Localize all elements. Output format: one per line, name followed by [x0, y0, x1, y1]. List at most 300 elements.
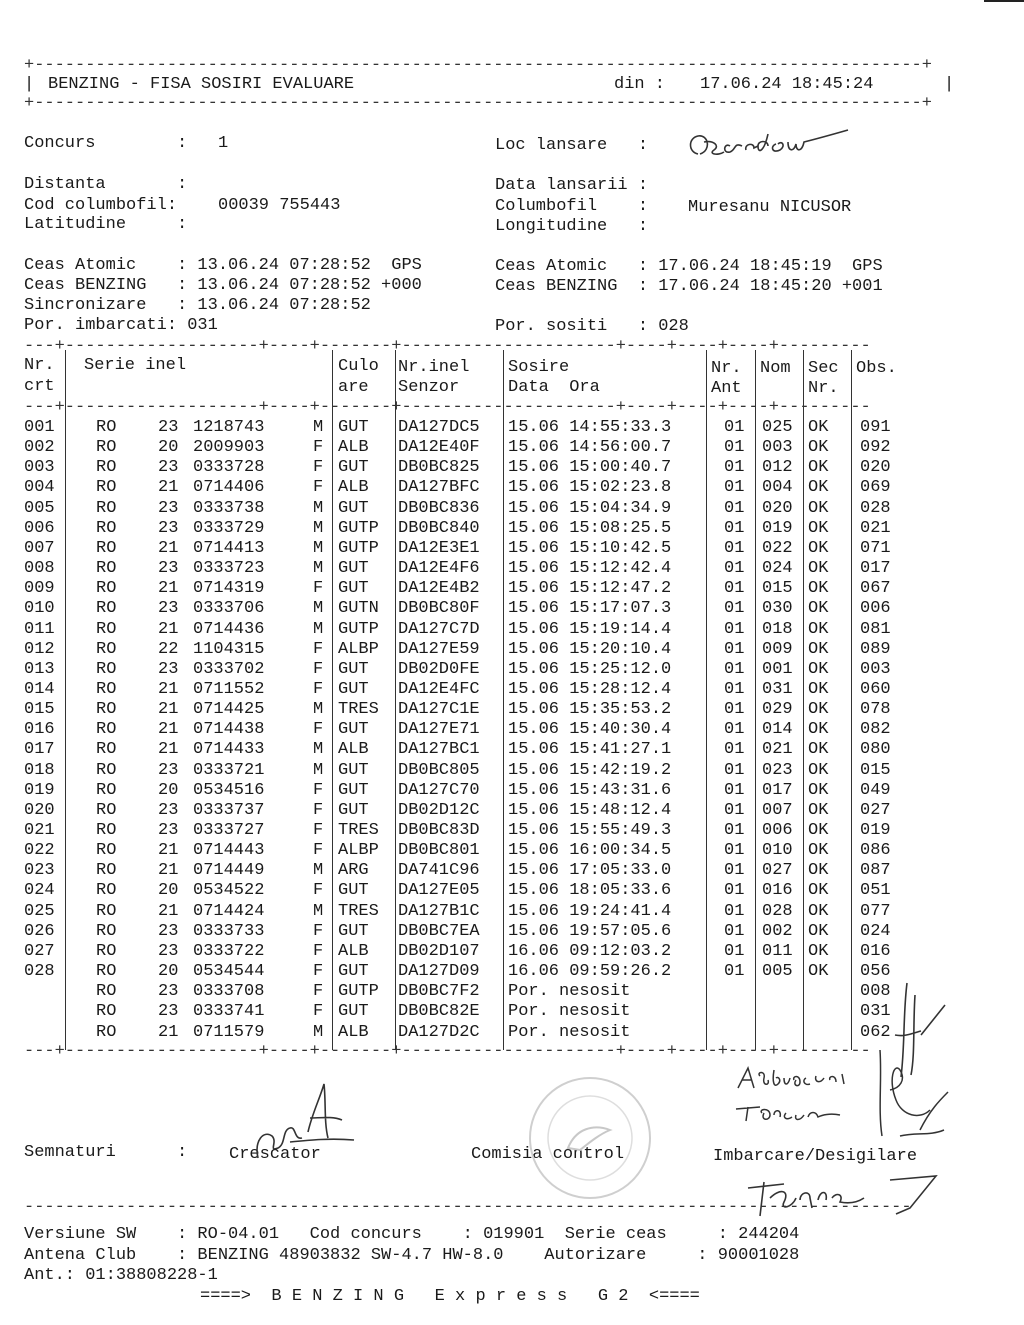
header-nom: Nom [760, 359, 791, 378]
cell-ant: 01 [724, 679, 745, 699]
cell-an: 23 [158, 821, 179, 840]
cell-tara: RO [96, 599, 117, 619]
cell-nr: 009 [24, 579, 55, 599]
cell-obs: 024 [860, 921, 891, 941]
table-header-separator: ---+-------------------+----+-------+---------------------+----+----+----+--------- [24, 398, 871, 417]
cell-senzor: DA127E71 [398, 720, 480, 740]
cell-an: 20 [158, 962, 179, 982]
cell-ant: 01 [724, 760, 745, 780]
cell-ant: 01 [724, 921, 745, 941]
cell-ant: 01 [724, 821, 745, 840]
handwritten-signature-asalvosei [730, 1058, 870, 1098]
cell-sec: OK [808, 740, 829, 760]
cell-obs: 060 [860, 679, 891, 699]
cell-tara: RO [96, 760, 117, 780]
header-sosire-2: Data Ora [508, 378, 600, 397]
cell-tara: RO [96, 841, 117, 861]
cell-nr: 003 [24, 458, 55, 478]
ceas-atomic-arrival: Ceas Atomic : 17.06.24 18:45:19 GPS [495, 257, 883, 276]
semnaturi-label: Semnaturi : [24, 1143, 188, 1162]
cell-sex: M [313, 418, 324, 437]
cell-inel: 0333723 [193, 559, 265, 579]
cell-nom: 021 [762, 740, 793, 760]
cell-sec: OK [808, 639, 829, 659]
cell-sex: M [313, 760, 324, 780]
cell-inel: 1218743 [193, 418, 265, 437]
cell-nr: 012 [24, 639, 55, 659]
cell-an: 23 [158, 659, 179, 679]
cell-culoare: GUT [338, 559, 369, 579]
cell-culoare: GUT [338, 720, 369, 740]
cell-tara: RO [96, 921, 117, 941]
cell-sex: M [313, 559, 324, 579]
cell-ant: 01 [724, 901, 745, 921]
col-divider-nr [65, 350, 66, 1050]
cell-sex: M [313, 498, 324, 518]
cell-tara: RO [96, 821, 117, 840]
cell-tara: RO [96, 538, 117, 558]
col-divider-serie [332, 350, 333, 1050]
cell-sec: OK [808, 498, 829, 518]
cell-sosire: 15.06 15:40:30.4 [508, 720, 672, 740]
cell-ant: 01 [724, 498, 745, 518]
cell-senzor: DA127B1C [398, 901, 480, 921]
sincronizare: Sincronizare : 13.06.24 07:28:52 [24, 296, 371, 315]
cell-tara: RO [96, 700, 117, 720]
cell-senzor: DB02D0FE [398, 659, 480, 679]
cell-tara: RO [96, 579, 117, 599]
cell-tara: RO [96, 780, 117, 800]
cell-sec: OK [808, 962, 829, 982]
cell-nom: 012 [762, 458, 793, 478]
cell-tara: RO [96, 498, 117, 518]
cell-obs: 091 [860, 418, 891, 437]
cell-nom: 027 [762, 861, 793, 881]
header-culoare-2: are [338, 378, 369, 397]
cell-sex: M [313, 1022, 324, 1042]
cell-ant: 01 [724, 881, 745, 901]
cell-senzor: DB0BC840 [398, 518, 480, 538]
cell-nr: 018 [24, 760, 55, 780]
cell-tara: RO [96, 659, 117, 679]
cell-senzor: DA127BC1 [398, 740, 480, 760]
cell-sec: OK [808, 841, 829, 861]
cell-inel: 0333733 [193, 921, 265, 941]
cell-sec: OK [808, 821, 829, 840]
cell-culoare: GUTP [338, 538, 379, 558]
cell-obs: 086 [860, 841, 891, 861]
cell-obs: 021 [860, 518, 891, 538]
cell-obs: 003 [860, 659, 891, 679]
cell-sex: M [313, 518, 324, 538]
cell-inel: 0333708 [193, 982, 265, 1002]
cell-senzor: DA127C7D [398, 619, 480, 639]
cell-sosire: Por. nesosit [508, 982, 631, 1002]
cell-senzor: DB0BC83D [398, 821, 480, 840]
cell-culoare: ALB [338, 941, 369, 961]
cell-tara: RO [96, 418, 117, 437]
header-senzor-2: Senzor [398, 378, 460, 397]
cell-nr: 013 [24, 659, 55, 679]
cell-senzor: DA127E05 [398, 881, 480, 901]
cell-culoare: TRES [338, 821, 379, 840]
cell-an: 21 [158, 720, 179, 740]
header-obs: Obs. [856, 359, 897, 378]
cell-obs: 008 [860, 982, 891, 1002]
cell-sosire: 15.06 15:28:12.4 [508, 679, 672, 699]
cell-nr: 015 [24, 700, 55, 720]
loc-lansare-label: Loc lansare : [495, 136, 649, 155]
cell-nom: 005 [762, 962, 793, 982]
cell-senzor: DA127DC5 [398, 418, 480, 437]
ceas-benzing-launch: Ceas BENZING : 13.06.24 07:28:52 +000 [24, 276, 422, 295]
cell-sex: F [313, 1002, 324, 1022]
cell-nr: 025 [24, 901, 55, 921]
footer-versiune: Versiune SW : RO-04.01 Cod concurs : 019901 Serie ceas : 244204 [24, 1225, 800, 1244]
cell-senzor: DB02D12C [398, 800, 480, 820]
handwritten-signature-right [860, 1040, 960, 1150]
cod-columbofil-value: 00039 755443 [218, 196, 341, 215]
cell-tara: RO [96, 518, 117, 538]
cell-sec: OK [808, 579, 829, 599]
cell-sex: M [313, 700, 324, 720]
cell-sec: OK [808, 700, 829, 720]
header-crt: crt [24, 377, 55, 396]
cell-nr: 008 [24, 559, 55, 579]
cell-tara: RO [96, 438, 117, 458]
cell-tara: RO [96, 881, 117, 901]
cell-sosire: 15.06 15:08:25.5 [508, 518, 672, 538]
cell-nom: 014 [762, 720, 793, 740]
cell-nr: 028 [24, 962, 55, 982]
report-date-label: din : [614, 75, 666, 94]
cell-inel: 0714436 [193, 619, 265, 639]
footer-separator: --------------------------------------------------------------------------------------- [24, 1198, 912, 1217]
cell-sex: F [313, 921, 324, 941]
cell-nr: 011 [24, 619, 55, 639]
cell-culoare: GUT [338, 881, 369, 901]
cell-tara: RO [96, 639, 117, 659]
cell-obs: 056 [860, 962, 891, 982]
cell-sec: OK [808, 780, 829, 800]
cell-inel: 0534516 [193, 780, 265, 800]
header-sosire-1: Sosire [508, 358, 570, 377]
cell-obs: 031 [860, 1002, 891, 1022]
porumbei-sositi: Por. sositi : 028 [495, 317, 689, 336]
cell-nom: 007 [762, 800, 793, 820]
cell-obs: 017 [860, 559, 891, 579]
cell-an: 21 [158, 478, 179, 498]
cell-obs: 080 [860, 740, 891, 760]
cell-sosire: 15.06 15:55:49.3 [508, 821, 672, 840]
cell-culoare: GUT [338, 458, 369, 478]
ceas-benzing-arrival: Ceas BENZING : 17.06.24 18:45:20 +001 [495, 277, 883, 296]
cell-culoare: GUT [338, 659, 369, 679]
cell-sec: OK [808, 478, 829, 498]
cell-culoare: TRES [338, 901, 379, 921]
cell-an: 23 [158, 760, 179, 780]
cell-inel: 0333702 [193, 659, 265, 679]
cell-obs: 067 [860, 579, 891, 599]
cell-sex: F [313, 841, 324, 861]
cell-sex: M [313, 619, 324, 639]
cell-inel: 0714319 [193, 579, 265, 599]
cell-sec: OK [808, 458, 829, 478]
cell-nr: 017 [24, 740, 55, 760]
cell-nom: 006 [762, 821, 793, 840]
cell-senzor: DA12E40F [398, 438, 480, 458]
header-nr: Nr. [24, 356, 55, 375]
cell-an: 20 [158, 438, 179, 458]
cell-culoare: GUTP [338, 982, 379, 1002]
cell-ant: 01 [724, 962, 745, 982]
cell-sec: OK [808, 720, 829, 740]
cell-sec: OK [808, 760, 829, 780]
cod-columbofil-label: Cod columbofil: [24, 196, 178, 215]
cell-culoare: TRES [338, 700, 379, 720]
cell-ant: 01 [724, 538, 745, 558]
cell-sosire: 15.06 15:17:07.3 [508, 599, 672, 619]
cell-tara: RO [96, 901, 117, 921]
cell-sex: F [313, 458, 324, 478]
cell-obs: 051 [860, 881, 891, 901]
cell-an: 23 [158, 982, 179, 1002]
cell-culoare: ALBP [338, 639, 379, 659]
cell-ant: 01 [724, 518, 745, 538]
header-pipe-left: | [24, 75, 35, 94]
cell-ant: 01 [724, 579, 745, 599]
cell-sex: M [313, 901, 324, 921]
cell-nr: 010 [24, 599, 55, 619]
cell-sosire: 15.06 15:19:14.4 [508, 619, 672, 639]
cell-ant: 01 [724, 841, 745, 861]
cell-sosire: 15.06 15:42:19.2 [508, 760, 672, 780]
porumbei-imbarcati: Por. imbarcati: 031 [24, 316, 218, 335]
loc-lansare-handwriting [684, 124, 854, 164]
cell-sosire: 15.06 15:20:10.4 [508, 639, 672, 659]
cell-an: 21 [158, 619, 179, 639]
cell-obs: 049 [860, 780, 891, 800]
signature-imbarcare-label: Imbarcare/Desigilare [713, 1147, 918, 1166]
cell-sosire: 15.06 19:57:05.6 [508, 921, 672, 941]
header-culoare-1: Culo [338, 357, 379, 376]
cell-sec: OK [808, 881, 829, 901]
cell-sosire: 15.06 15:41:27.1 [508, 740, 672, 760]
cell-tara: RO [96, 478, 117, 498]
cell-an: 21 [158, 841, 179, 861]
cell-senzor: DA127D09 [398, 962, 480, 982]
commission-stamp [520, 1068, 660, 1208]
cell-ant: 01 [724, 599, 745, 619]
cell-sosire: 16.06 09:12:03.2 [508, 941, 672, 961]
cell-culoare: ALB [338, 438, 369, 458]
cell-ant: 01 [724, 418, 745, 437]
cell-nom: 029 [762, 700, 793, 720]
cell-sec: OK [808, 559, 829, 579]
cell-nr: 004 [24, 478, 55, 498]
cell-inel: 0534522 [193, 881, 265, 901]
cell-obs: 071 [860, 538, 891, 558]
cell-obs: 087 [860, 861, 891, 881]
cell-nom: 028 [762, 901, 793, 921]
cell-nr: 022 [24, 841, 55, 861]
cell-ant: 01 [724, 780, 745, 800]
cell-tara: RO [96, 800, 117, 820]
cell-nom: 020 [762, 498, 793, 518]
cell-sosire: 15.06 19:24:41.4 [508, 901, 672, 921]
cell-senzor: DA127E59 [398, 639, 480, 659]
cell-sosire: 15.06 18:05:33.6 [508, 881, 672, 901]
cell-inel: 0714406 [193, 478, 265, 498]
cell-nom: 003 [762, 438, 793, 458]
cell-senzor: DA12E4F6 [398, 559, 480, 579]
cell-ant: 01 [724, 639, 745, 659]
cell-obs: 028 [860, 498, 891, 518]
cell-an: 21 [158, 700, 179, 720]
cell-sec: OK [808, 901, 829, 921]
cell-sex: F [313, 478, 324, 498]
cell-culoare: GUTN [338, 599, 379, 619]
cell-obs: 006 [860, 599, 891, 619]
cell-culoare: ALBP [338, 841, 379, 861]
header-senzor-1: Nr.inel [398, 358, 470, 377]
concurs-value: 1 [218, 134, 229, 153]
cell-senzor: DA12E4B2 [398, 579, 480, 599]
page-edge-mark [984, 0, 1024, 8]
cell-senzor: DA127C1E [398, 700, 480, 720]
cell-inel: 1104315 [193, 639, 265, 659]
cell-sosire: 15.06 15:10:42.5 [508, 538, 672, 558]
cell-ant: 01 [724, 861, 745, 881]
cell-nom: 024 [762, 559, 793, 579]
cell-inel: 0714413 [193, 538, 265, 558]
cell-sosire: 15.06 15:35:53.2 [508, 700, 672, 720]
col-divider-senzor [503, 350, 504, 1050]
table-border-top: ---+-------------------+----+-------+---------------------+----+----+----+--------- [24, 337, 871, 356]
cell-sec: OK [808, 800, 829, 820]
cell-sosire: 15.06 15:12:42.4 [508, 559, 672, 579]
cell-inel: 0711579 [193, 1022, 265, 1042]
header-border-bottom: +---------------------------------------------------------------------------------------+ [24, 94, 932, 113]
cell-an: 23 [158, 921, 179, 941]
cell-sex: F [313, 982, 324, 1002]
cell-an: 21 [158, 679, 179, 699]
cell-an: 23 [158, 800, 179, 820]
cell-sosire: Por. nesosit [508, 1022, 631, 1042]
concurs-label: Concurs : [24, 134, 188, 153]
cell-nr: 002 [24, 438, 55, 458]
cell-senzor: DA12E4FC [398, 679, 480, 699]
cell-sex: F [313, 679, 324, 699]
header-serie-inel: Serie inel [84, 356, 187, 375]
cell-senzor: DB0BC7EA [398, 921, 480, 941]
cell-senzor: DA127C70 [398, 780, 480, 800]
cell-an: 23 [158, 518, 179, 538]
cell-sosire: 15.06 15:48:12.4 [508, 800, 672, 820]
cell-tara: RO [96, 720, 117, 740]
cell-senzor: DB0BC82E [398, 1002, 480, 1022]
cell-tara: RO [96, 559, 117, 579]
cell-obs: 069 [860, 478, 891, 498]
cell-senzor: DB0BC80F [398, 599, 480, 619]
cell-sex: F [313, 962, 324, 982]
cell-tara: RO [96, 1022, 117, 1042]
cell-an: 23 [158, 599, 179, 619]
cell-culoare: GUT [338, 418, 369, 437]
cell-sec: OK [808, 599, 829, 619]
cell-culoare: ARG [338, 861, 369, 881]
cell-nr: 027 [24, 941, 55, 961]
cell-an: 20 [158, 780, 179, 800]
cell-obs: 081 [860, 619, 891, 639]
cell-ant: 01 [724, 438, 745, 458]
handwritten-signature-horeau [730, 1095, 860, 1127]
header-pipe-right: | [944, 75, 955, 94]
cell-nom: 016 [762, 881, 793, 901]
cell-ant: 01 [724, 941, 745, 961]
cell-nr: 024 [24, 881, 55, 901]
cell-nom: 031 [762, 679, 793, 699]
columbofil-value: Muresanu NICUSOR [688, 198, 852, 217]
latitudine-label: Latitudine : [24, 215, 188, 234]
cell-sex: F [313, 881, 324, 901]
cell-sosire: 15.06 15:12:47.2 [508, 579, 672, 599]
cell-sec: OK [808, 941, 829, 961]
cell-an: 23 [158, 941, 179, 961]
cell-ant: 01 [724, 740, 745, 760]
cell-inel: 0333722 [193, 941, 265, 961]
cell-sex: M [313, 861, 324, 881]
cell-inel: 0714443 [193, 841, 265, 861]
cell-nom: 011 [762, 941, 793, 961]
cell-an: 22 [158, 639, 179, 659]
cell-sex: F [313, 941, 324, 961]
cell-culoare: GUT [338, 679, 369, 699]
cell-obs: 015 [860, 760, 891, 780]
cell-senzor: DB0BC7F2 [398, 982, 480, 1002]
col-divider-culoare [395, 350, 396, 1050]
cell-nom: 009 [762, 639, 793, 659]
cell-an: 23 [158, 1002, 179, 1022]
cell-sec: OK [808, 921, 829, 941]
cell-sec: OK [808, 418, 829, 437]
cell-nr: 001 [24, 418, 55, 437]
cell-ant: 01 [724, 619, 745, 639]
cell-sec: OK [808, 659, 829, 679]
cell-culoare: ALB [338, 1022, 369, 1042]
cell-sex: F [313, 821, 324, 840]
cell-sex: M [313, 538, 324, 558]
table-border-bottom: ---+-------------------+----+-------+---------------------+----+----+----+--------- [24, 1042, 871, 1061]
cell-sec: OK [808, 619, 829, 639]
cell-sec: OK [808, 538, 829, 558]
cell-inel: 0333728 [193, 458, 265, 478]
cell-sec: OK [808, 861, 829, 881]
cell-senzor: DB02D107 [398, 941, 480, 961]
cell-an: 23 [158, 498, 179, 518]
cell-senzor: DA12E3E1 [398, 538, 480, 558]
cell-senzor: DB0BC801 [398, 841, 480, 861]
cell-sex: F [313, 659, 324, 679]
cell-culoare: GUT [338, 962, 369, 982]
cell-sosire: 15.06 16:00:34.5 [508, 841, 672, 861]
cell-culoare: GUT [338, 800, 369, 820]
cell-ant: 01 [724, 659, 745, 679]
data-lansarii-label: Data lansarii : [495, 176, 649, 195]
cell-inel: 0714438 [193, 720, 265, 740]
header-sec-2: Nr. [808, 379, 839, 398]
cell-an: 23 [158, 418, 179, 437]
